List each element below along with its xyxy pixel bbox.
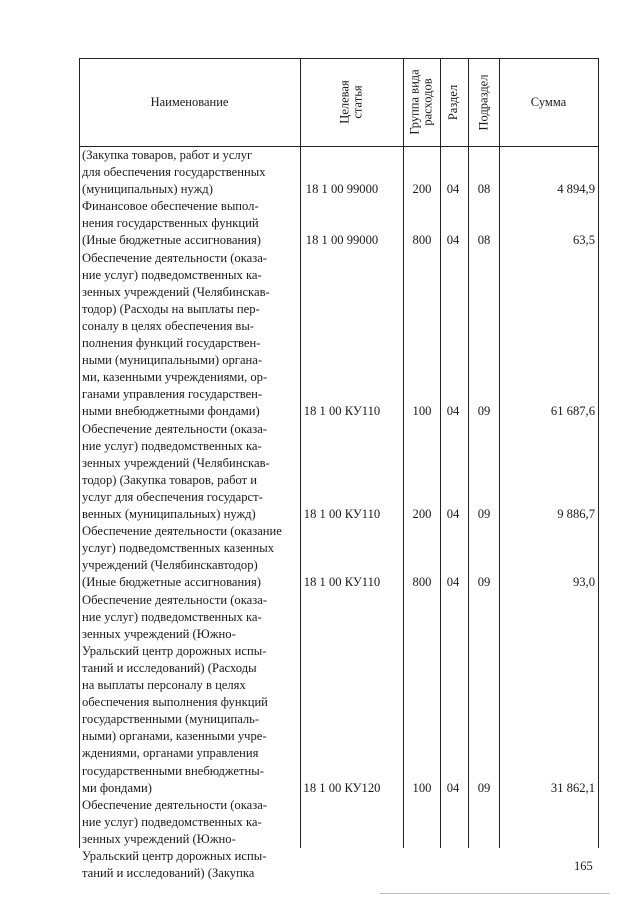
- amount: 93,0: [572, 575, 595, 590]
- column-divider: [403, 58, 404, 848]
- subsection-code: 09: [477, 404, 491, 419]
- table-border-right: [598, 58, 599, 848]
- description-line: ние услуг) подведомственных ка-: [82, 438, 262, 453]
- amount: 31 862,1: [550, 780, 595, 795]
- row-description: [82, 421, 298, 524]
- description-line: зенных учреждений (Южно-: [82, 831, 236, 846]
- description-line: ными) органами, казенными учре-: [82, 729, 267, 744]
- description-line: Обеспечение деятельности (оказа-: [82, 421, 267, 436]
- description-line: для обеспечения государственных: [82, 165, 266, 180]
- expense-group: 200: [412, 182, 432, 197]
- table-border-left: [79, 58, 80, 848]
- subsection-code: 09: [477, 780, 491, 795]
- target-code: 18 1 00 КУ110: [303, 575, 381, 590]
- description-line: (муниципальных) нужд): [82, 182, 213, 197]
- amount: 61 687,6: [550, 404, 595, 419]
- row-description: [82, 250, 298, 421]
- subsection-code: 08: [477, 233, 491, 248]
- footer-rule: [380, 893, 610, 894]
- column-divider: [468, 58, 469, 848]
- section-code: 04: [446, 404, 460, 419]
- description-line: зенных учреждений (Южно-: [82, 626, 236, 641]
- description-line: ми фондами): [82, 780, 152, 795]
- header-target: Целевая статья: [337, 80, 365, 124]
- description-line: (Иные бюджетные ассигнования): [82, 575, 261, 590]
- expense-group: 800: [412, 233, 432, 248]
- description-line: Уральский центр дорожных испы-: [82, 643, 267, 658]
- header-sum: Сумма: [530, 95, 567, 109]
- description-line: Обеспечение деятельности (оказа-: [82, 592, 267, 607]
- section-code: 04: [446, 575, 460, 590]
- row-description: [82, 523, 298, 591]
- row-description: [82, 592, 298, 797]
- description-line: Финансовое обеспечение выпол-: [82, 199, 259, 214]
- description-line: тодор) (Расходы на выплаты пер-: [82, 301, 260, 316]
- subsection-code: 08: [477, 182, 491, 197]
- description-line: соналу в целях обеспечения вы-: [82, 318, 254, 333]
- row-description: [82, 198, 298, 249]
- row-description: [82, 797, 298, 882]
- description-line: полнения функций государствен-: [82, 336, 261, 351]
- header-group: Группа вида расходов: [407, 69, 435, 135]
- description-line: Обеспечение деятельности (оказание: [82, 524, 282, 539]
- description-line: таний и исследований) (Закупка: [82, 866, 255, 881]
- description-line: зенных учреждений (Челябинскав-: [82, 284, 270, 299]
- expense-group: 800: [412, 575, 432, 590]
- description-line: ми, казенными учреждениями, ор-: [82, 370, 268, 385]
- target-code: 18 1 00 КУ120: [303, 780, 381, 795]
- description-line: ние услуг) подведомственных ка-: [82, 609, 262, 624]
- description-line: услуг для обеспечения государст-: [82, 489, 263, 504]
- description-line: нения государственных функций: [82, 216, 259, 231]
- subsection-code: 09: [477, 575, 491, 590]
- column-divider: [440, 58, 441, 848]
- column-divider: [300, 58, 301, 848]
- row-description: [82, 147, 298, 198]
- description-line: государственными внебюджетны-: [82, 763, 264, 778]
- description-line: ными внебюджетными фондами): [82, 404, 260, 419]
- expense-group: 100: [412, 780, 432, 795]
- description-line: тодор) (Закупка товаров, работ и: [82, 472, 258, 487]
- target-code: 18 1 00 99000: [305, 182, 379, 197]
- amount: 63,5: [572, 233, 595, 248]
- description-line: ными (муниципальными) органа-: [82, 353, 263, 368]
- amount: 9 886,7: [557, 507, 595, 522]
- expense-group: 200: [412, 507, 432, 522]
- column-divider: [499, 58, 500, 848]
- description-line: Обеспечение деятельности (оказа-: [82, 797, 267, 812]
- header-subsection: Подраздел: [476, 74, 490, 130]
- description-line: услуг) подведомственных казенных: [82, 541, 275, 556]
- description-line: зенных учреждений (Челябинскав-: [82, 455, 270, 470]
- target-code: 18 1 00 99000: [305, 233, 379, 248]
- target-code: 18 1 00 КУ110: [303, 404, 381, 419]
- description-line: обеспечения выполнения функций: [82, 695, 268, 710]
- description-line: государственными (муниципаль-: [82, 712, 260, 727]
- target-code: 18 1 00 КУ110: [303, 507, 381, 522]
- section-code: 04: [446, 780, 460, 795]
- description-line: учреждений (Челябинскавтодор): [82, 558, 258, 573]
- header-section: Раздел: [446, 84, 461, 120]
- description-line: ние услуг) подведомственных ка-: [82, 814, 262, 829]
- description-line: ние услуг) подведомственных ка-: [82, 267, 262, 282]
- description-line: ждениями, органами управления: [82, 746, 259, 761]
- section-code: 04: [446, 233, 460, 248]
- page-number: 165: [574, 859, 593, 873]
- description-line: (Закупка товаров, работ и услуг: [82, 148, 253, 162]
- amount: 4 894,9: [557, 182, 595, 197]
- subsection-code: 09: [477, 507, 491, 522]
- description-line: ганами управления государствен-: [82, 387, 263, 402]
- description-line: Обеспечение деятельности (оказа-: [82, 250, 267, 265]
- description-line: (Иные бюджетные ассигнования): [82, 233, 261, 248]
- description-line: Уральский центр дорожных испы-: [82, 849, 267, 864]
- description-line: на выплаты персоналу в целях: [82, 678, 246, 693]
- section-code: 04: [446, 507, 460, 522]
- header-name: Наименование: [150, 95, 229, 109]
- description-line: венных (муниципальных) нужд): [82, 507, 256, 522]
- section-code: 04: [446, 182, 460, 197]
- expense-group: 100: [412, 404, 432, 419]
- description-line: таний и исследований) (Расходы: [82, 660, 257, 675]
